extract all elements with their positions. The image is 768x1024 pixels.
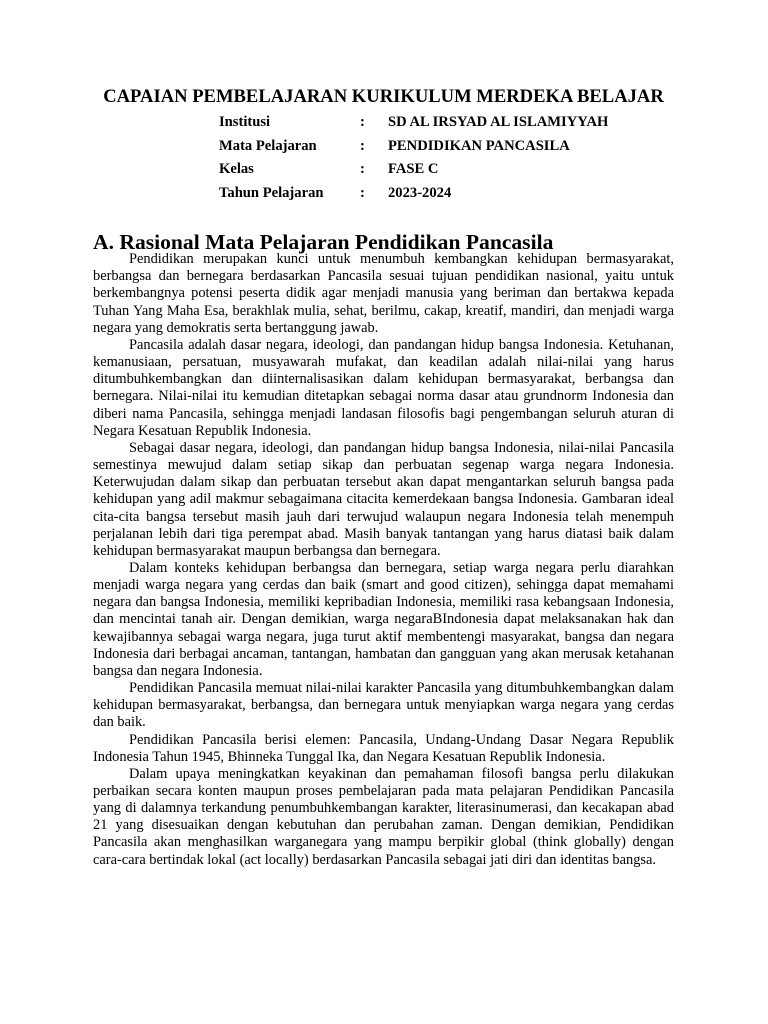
paragraph: Dalam upaya meningkatkan keyakinan dan pemahaman filosofi bangsa perlu dilakukan perbaikan secara konten maupun proses pembelajaran pada mata pelajaran Pendidikan Pancasila yang di dalamnya terkandung penumbuhkembangan karakter, literasinumerasi, dan kecakapan abad 21 yang disesuaikan dengan kebutuhan dan perubahan zaman. Dengan demikian, Pendidikan Pancasila akan menghasilkan warganegara yang mampu berpikir global (think globally) dengan cara-cara bertindak lokal (act locally) berdasarkan Pancasila sebagai jati diri dan identitas bangsa. <box>93 765 674 868</box>
section-heading: A. Rasional Mata Pelajaran Pendidikan Pancasila <box>93 230 554 254</box>
info-separator: : <box>360 114 365 130</box>
info-row-tahun-pelajaran <box>219 182 608 206</box>
document-page <box>93 86 674 868</box>
info-value: FASE C <box>388 161 439 177</box>
info-label: Mata Pelajaran <box>219 137 317 154</box>
paragraph: Pendidikan Pancasila berisi elemen: Pancasila, Undang-Undang Dasar Negara Republik Indonesia Tahun 1945, Bhinneka Tunggal Ika, dan Negara Kesatuan Republik Indonesia. <box>93 731 674 765</box>
info-separator: : <box>360 137 365 154</box>
info-value: PENDIDIKAN PANCASILA <box>388 137 570 154</box>
paragraph: Sebagai dasar negara, ideologi, dan pandangan hidup bangsa Indonesia, nilai-nilai Pancasila semestinya mewujud dalam setiap sikap dan perbuatan segenap warga negara Indonesia. Keterwujudan dalam sikap dan perbuatan tersebut akan dapat mengantarkan seluruh bangsa pada kehidupan yang adil makmur sebagaimana citacita kemerdekaan bangsa Indonesia. Gambaran ideal cita-cita bangsa tersebut masih jauh dari terwujud walaupun negara Indonesia telah menempuh perjalanan lebih dari tiga perempat abad. Masih banyak tantangan yang harus diatasi baik dalam kehidupan bermasyarakat maupun berbangsa dan bernegara. <box>93 439 674 559</box>
info-table <box>219 111 608 205</box>
info-label: Kelas <box>219 161 254 177</box>
info-separator: : <box>360 161 365 177</box>
info-value: SD AL IRSYAD AL ISLAMIYYAH <box>388 114 609 130</box>
info-value: 2023-2024 <box>388 184 452 201</box>
paragraph: Pendidikan Pancasila memuat nilai-nilai karakter Pancasila yang ditumbuhkembangkan dalam kehidupan bermasyarakat, berbangsa, dan bernegara untuk menyiapkan warga negara yang cerdas dan baik. <box>93 680 674 731</box>
paragraph: Pancasila adalah dasar negara, ideologi, dan pandangan hidup bangsa Indonesia. Ketuhanan, kemanusiaan, persatuan, musyawarah mufakat, dan keadilan adalah nilai-nilai yang harus ditumbuhkembangkan dan diinternalisasikan dalam kehidupan bermasyarakat, berbangsa dan bernegara. Nilai-nilai itu kemudian ditetapkan sebagai norma dasar atau grundnorm Indonesia dan diberi nama Pancasila, sehingga menjadi landasan filosofis bagi pengembangan seluruh aturan di Negara Kesatuan Republik Indonesia. <box>93 336 674 439</box>
paragraph: Pendidikan merupakan kunci untuk menumbuh kembangkan kehidupan bermasyarakat, berbangsa dan bernegara berdasarkan Pancasila sesuai tujuan pendidikan nasional, yaitu untuk berkembangnya potensi peserta didik agar menjadi manusia yang beriman dan bertakwa kepada Tuhan Yang Maha Esa, berakhlak mulia, sehat, berilmu, cakap, kreatif, mandiri, dan menjadi warga negara yang demokratis serta bertanggung jawab. <box>93 251 674 336</box>
info-row-institusi <box>219 111 608 135</box>
info-row-kelas <box>219 158 608 182</box>
info-row-mata-pelajaran <box>219 135 608 159</box>
paragraph: Dalam konteks kehidupan berbangsa dan bernegara, setiap warga negara perlu diarahkan menjadi warga negara yang cerdas dan baik (smart and good citizen), sehingga dapat memahami negara dan bangsa Indonesia, memiliki kepribadian Indonesia, memiliki rasa kebangsaan Indonesia, dan mencintai tanah air. Dengan demikian, warga negaraBIndonesia dapat melaksanakan hak dan kewajibannya sebagai warga negara, juga turut aktif membentengi masyarakat, bangsa dan negara Indonesia dari berbagai ancaman, tantangan, hambatan dan gangguan yang akan merusak ketahanan bangsa dan negara Indonesia. <box>93 559 674 679</box>
document-title: CAPAIAN PEMBELAJARAN KURIKULUM MERDEKA BELAJAR <box>103 86 664 107</box>
info-label: Tahun Pelajaran <box>219 184 324 201</box>
info-separator: : <box>360 184 365 201</box>
info-label: Institusi <box>219 114 271 130</box>
section-rasional <box>93 230 674 869</box>
